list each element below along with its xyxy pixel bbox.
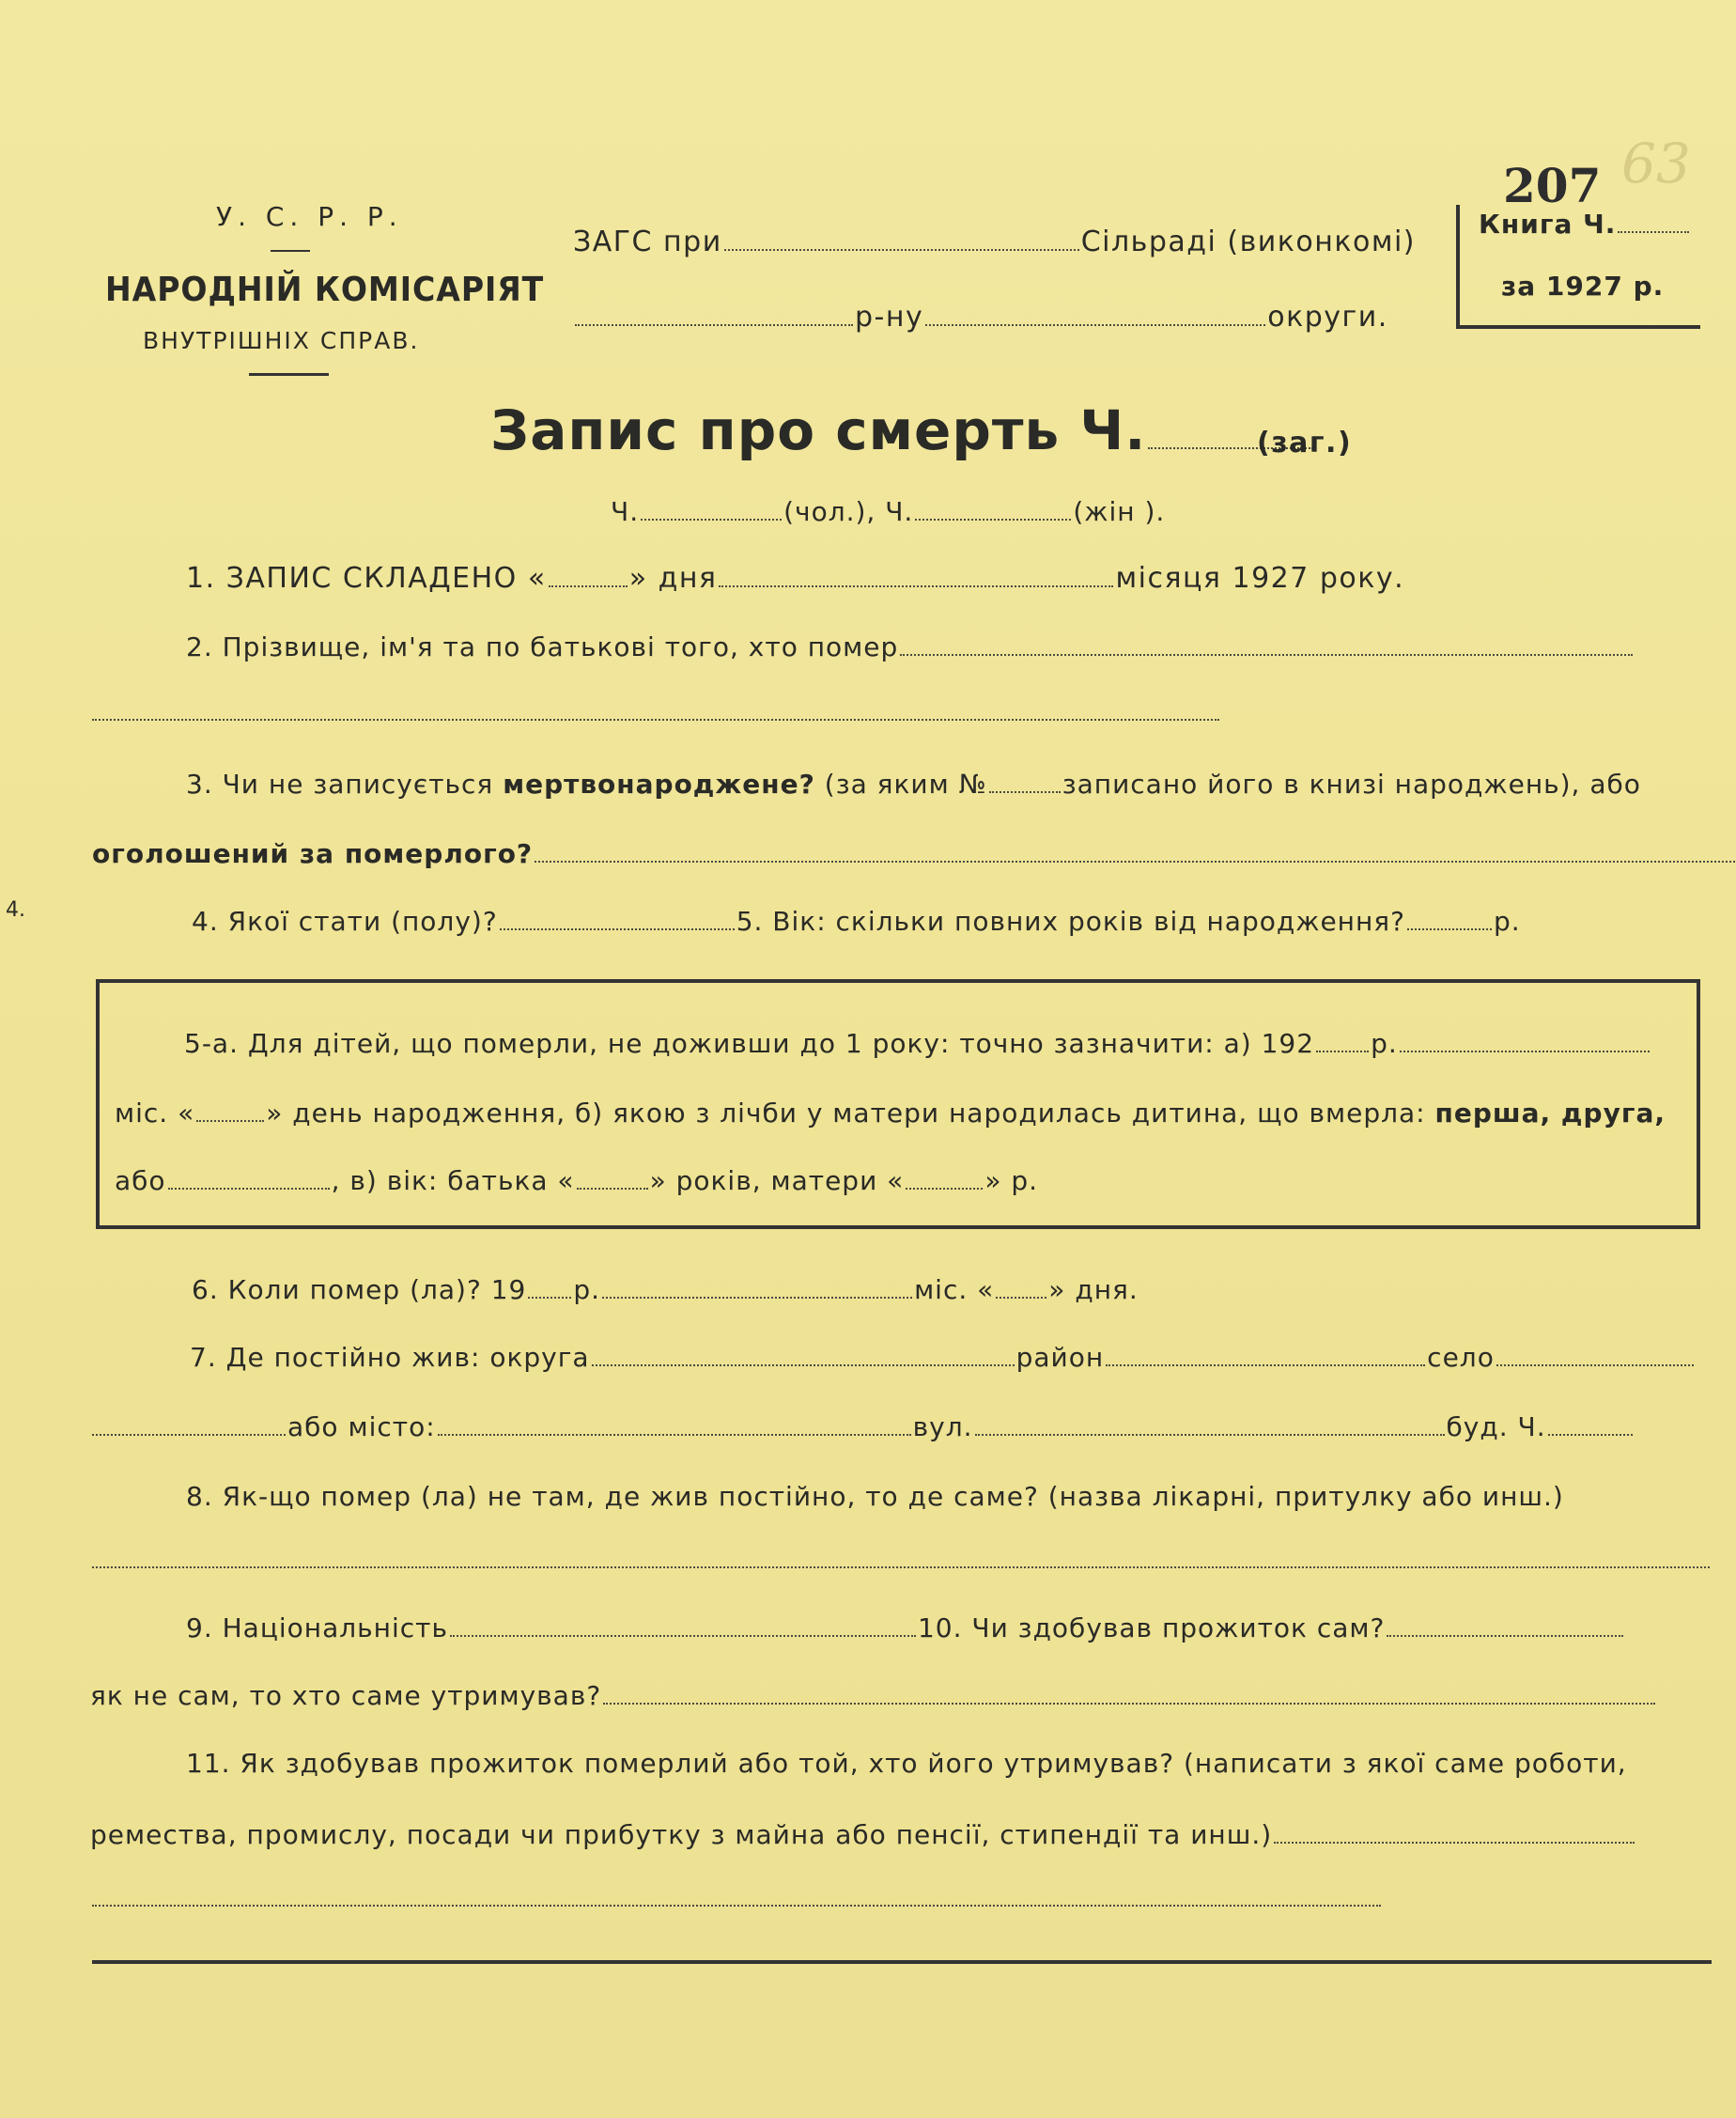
- header-state: У. С. Р. Р.: [216, 201, 403, 232]
- item-6-text-a: 6. Коли помер (ла)? 19: [192, 1274, 527, 1305]
- item-7-city-field[interactable]: [438, 1430, 911, 1436]
- item-3-text-a: 3. Чи не записується: [186, 769, 494, 800]
- book-year: за 1927 р.: [1501, 271, 1665, 302]
- item-5a-line-2: [115, 1098, 1666, 1129]
- item-4-sex-field[interactable]: [500, 925, 735, 930]
- book-number-field[interactable]: [1618, 227, 1689, 233]
- item-2-name-field-2[interactable]: [92, 715, 1219, 721]
- item-5a-text-c: міс. «: [115, 1098, 195, 1129]
- title-suffix: (заг.): [1257, 427, 1353, 459]
- item-8-line-2: [90, 1554, 1712, 1572]
- item-1-text-a: 1. ЗАПИС СКЛАДЕНО «: [186, 562, 547, 595]
- item-2-continuation: [90, 707, 1221, 724]
- item-4-text: 4. Якої стати (полу)?: [192, 906, 498, 937]
- okrug-field[interactable]: [925, 320, 1265, 326]
- item-1-text-b: » дня: [628, 562, 718, 595]
- item-7-village-field[interactable]: [1496, 1361, 1694, 1366]
- title-main: Запис про смерть Ч.: [490, 398, 1147, 462]
- item-11-occupation-field[interactable]: [1274, 1838, 1635, 1844]
- item-5a-mother-age-field[interactable]: [906, 1184, 983, 1190]
- subtitle-line: [611, 496, 1165, 527]
- item-6-text-c: міс. «: [914, 1274, 995, 1305]
- item-6: [192, 1274, 1139, 1305]
- item-9-10: [186, 1612, 1625, 1643]
- item-10-supporter-field[interactable]: [603, 1699, 1655, 1705]
- item-5a-line-3: [115, 1165, 1038, 1196]
- item-11-line-2: [90, 1819, 1636, 1850]
- item-10-text-c: як не сам, то хто саме утримував?: [90, 1680, 602, 1711]
- item-5a-line-1: [184, 1028, 1651, 1059]
- item-3: [186, 769, 1641, 800]
- item-4-5: [192, 906, 1521, 937]
- item-10-line-2: [90, 1680, 1657, 1711]
- item-3-text-b: мертвонароджене?: [503, 769, 815, 800]
- item-1-text-c: місяця 1927 року.: [1115, 562, 1405, 595]
- item-5a-text-d: » день народження, б) якою з лічби у матери народилась дитина, що вмерла:: [266, 1098, 1426, 1129]
- item-6-month-field[interactable]: [602, 1293, 912, 1299]
- item-6-text-b: р.: [573, 1274, 601, 1305]
- subtitle-chol: (чол.), Ч.: [783, 496, 914, 527]
- item-6-year-field[interactable]: [528, 1293, 571, 1299]
- item-7: [190, 1342, 1696, 1373]
- item-5a-text-g: , в) вік: батька «: [331, 1165, 575, 1196]
- item-5a-text-b: р.: [1371, 1028, 1398, 1059]
- item-7-text-e: вул.: [912, 1411, 973, 1442]
- item-10-self-field[interactable]: [1387, 1631, 1623, 1637]
- item-11-line-3: [90, 1892, 1383, 1910]
- faint-number: 63: [1621, 132, 1691, 195]
- subtitle-zhin: (жін ).: [1073, 496, 1166, 527]
- item-5a-day-field[interactable]: [196, 1116, 264, 1122]
- item-7-text-f: буд. Ч.: [1446, 1411, 1546, 1442]
- item-8: 8. Як-що помер (ла) не там, де жив постійно, то де саме? (назва лікарні, притулку або инш.): [186, 1481, 1564, 1512]
- item-5a-text-f: або: [115, 1165, 166, 1196]
- header-divider-2: [249, 373, 329, 376]
- item-7-house-field[interactable]: [1548, 1430, 1633, 1436]
- item-11-text-b: ремества, промислу, посади чи прибутку з майна або пенсії, стипендії та инш.): [90, 1819, 1273, 1850]
- header-commissariat: НАРОДНІЙ КОМІСАРІЯТ: [105, 271, 545, 309]
- item-1-month-field[interactable]: [719, 582, 1113, 587]
- item-3-text-c: (за яким №: [824, 769, 987, 800]
- item-11: 11. Як здобував прожиток померлий або той, хто його утримував? (написати з якої саме роботи,: [186, 1748, 1627, 1779]
- item-7-street-field[interactable]: [975, 1430, 1445, 1436]
- header-department: ВНУТРІШНІХ СПРАВ.: [143, 327, 420, 354]
- item-3-text-e: оголошений за померлого?: [92, 838, 534, 869]
- item-7-text-a: 7. Де постійно жив: округа: [190, 1342, 590, 1373]
- item-5a-text-a: 5-а. Для дітей, що померли, не доживши до 1 року: точно зазначити: а) 192: [184, 1028, 1315, 1059]
- item-8-place-field[interactable]: [92, 1563, 1710, 1568]
- handwritten-number: 207: [1503, 158, 1602, 213]
- item-2-text: 2. Прізвище, ім'я та по батькові того, хто помер: [186, 631, 899, 662]
- item-5a-text-e: перша, друга,: [1434, 1098, 1666, 1129]
- bottom-rule: [92, 1960, 1712, 1964]
- zags-field[interactable]: [724, 245, 1079, 251]
- district-field[interactable]: [575, 320, 853, 326]
- item-5-text: 5. Вік: скільки повних років від народження?: [736, 906, 1405, 937]
- item-7-okrug-field[interactable]: [592, 1361, 1015, 1366]
- item-3-text-d: записано його в книзі народжень), або: [1062, 769, 1641, 800]
- item-7-line-2: [90, 1411, 1635, 1442]
- subtitle-ch: Ч.: [611, 496, 640, 527]
- margin-number: 4.: [6, 898, 25, 922]
- item-5a-text-i: » р.: [984, 1165, 1039, 1196]
- item-7-text-d: або місто:: [287, 1411, 436, 1442]
- item-5a-text-h: » років, матери «: [649, 1165, 905, 1196]
- item-5a-year-field[interactable]: [1316, 1047, 1369, 1052]
- okrugy-label: округи.: [1267, 301, 1388, 334]
- item-7-village-field-2[interactable]: [92, 1430, 286, 1436]
- book-label: Книга Ч.: [1479, 209, 1617, 240]
- item-3-number-field[interactable]: [989, 787, 1061, 793]
- item-5-age-field[interactable]: [1407, 925, 1492, 930]
- item-1-day-field[interactable]: [549, 582, 628, 587]
- registry-line-1: [573, 226, 1416, 258]
- registry-line-2: [573, 301, 1388, 334]
- item-7-text-b: район: [1015, 1342, 1105, 1373]
- item-9-nationality-field[interactable]: [450, 1631, 916, 1637]
- item-1: [186, 562, 1404, 595]
- silradi-label: Сільраді (виконкомі): [1080, 226, 1416, 258]
- male-number-field[interactable]: [641, 515, 782, 521]
- item-2-name-field[interactable]: [900, 650, 1633, 656]
- zags-label: ЗАГС при: [573, 226, 722, 258]
- female-number-field[interactable]: [915, 515, 1071, 521]
- form-title: [490, 398, 1315, 462]
- item-5a-father-age-field[interactable]: [577, 1184, 648, 1190]
- item-10-text: 10. Чи здобував прожиток сам?: [917, 1612, 1386, 1643]
- item-6-day-field[interactable]: [996, 1293, 1046, 1299]
- item-2: [186, 631, 1635, 662]
- item-11-occupation-field-2[interactable]: [92, 1901, 1381, 1907]
- item-7-raion-field[interactable]: [1106, 1361, 1425, 1366]
- item-3-declared-field[interactable]: [535, 857, 1736, 863]
- item-9-text: 9. Національність: [186, 1612, 448, 1643]
- item-7-text-c: село: [1427, 1342, 1495, 1373]
- item-5a-order-field[interactable]: [168, 1184, 330, 1190]
- item-5-unit: р.: [1493, 906, 1521, 937]
- book-label-line: [1479, 209, 1691, 240]
- item-3-line-2: [92, 838, 1736, 869]
- item-6-text-d: » дня.: [1048, 1274, 1139, 1305]
- item-5a-month-field[interactable]: [1400, 1047, 1650, 1052]
- header-divider: [271, 250, 310, 252]
- rnu-label: р-ну: [855, 301, 924, 334]
